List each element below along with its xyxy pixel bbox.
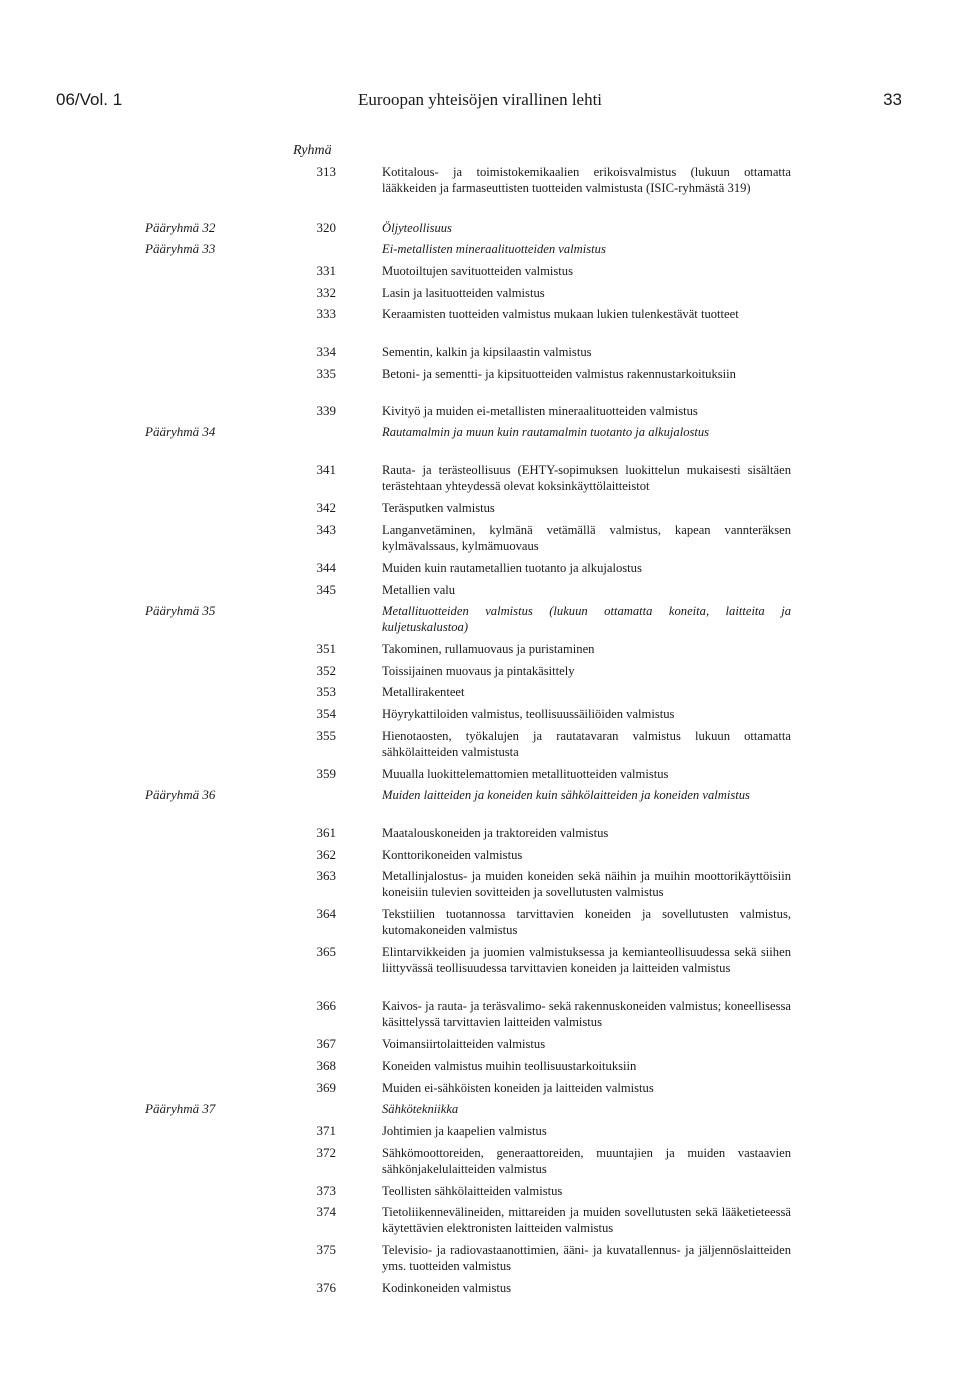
group-description: Betoni- ja sementti- ja kipsituotteiden valmistus rakennustarkoituksiin	[382, 367, 736, 381]
group-description: Muotoiltujen savituotteiden valmistus	[382, 264, 573, 278]
group-description: Metallinjalostus- ja muiden koneiden sekä näihin ja muihin moottorikäyttöisiin koneisiin tulevien sovitteiden ja sovellutusten valmistus	[382, 869, 791, 899]
group-code: 355	[316, 728, 336, 743]
group-code: 352	[316, 663, 336, 678]
group-description: Koneiden valmistus muihin teollisuustarkoituksiin	[382, 1059, 637, 1073]
group-description: Maatalouskoneiden ja traktoreiden valmistus	[382, 826, 609, 840]
group-description: Teräsputken valmistus	[382, 501, 495, 515]
journal-title: Euroopan yhteisöjen virallinen lehti	[357, 90, 603, 109]
main-group-label: Pääryhmä 37	[145, 1101, 216, 1116]
group-code: 374	[316, 1204, 336, 1219]
group-code: 372	[316, 1145, 336, 1160]
group-code: 368	[316, 1058, 336, 1073]
group-code: 344	[316, 560, 336, 575]
group-code: 354	[316, 706, 336, 721]
group-description: Sähkötekniikka	[382, 1102, 459, 1116]
group-description: Muualla luokittelemattomien metallituotteiden valmistus	[382, 767, 669, 781]
group-code: 351	[316, 641, 336, 656]
group-code: 334	[316, 344, 336, 359]
group-description: Sähkömoottoreiden, generaattoreiden, muuntajien ja muiden vastaavien sähkönjakelulaitteiden valmistus	[382, 1146, 791, 1176]
group-code: 339	[316, 403, 336, 418]
group-description: Höyrykattiloiden valmistus, teollisuussäiliöiden valmistus	[382, 707, 675, 721]
group-description: Lasin ja lasituotteiden valmistus	[382, 286, 545, 300]
main-group-label: Pääryhmä 36	[145, 787, 216, 802]
group-description: Metallien valu	[382, 583, 456, 597]
group-code: 313	[316, 164, 336, 179]
group-description: Takominen, rullamuovaus ja puristaminen	[382, 642, 595, 656]
group-description: Metallirakenteet	[382, 685, 465, 699]
group-code: 363	[316, 868, 336, 883]
group-code: 331	[316, 263, 336, 278]
group-code: 342	[316, 500, 336, 515]
group-description: Tietoliikennevälineiden, mittareiden ja muiden sovellutusten sekä lääketieteessä käytettävien elektronisten laitteiden valmistus	[382, 1205, 791, 1235]
group-code: 361	[316, 825, 336, 840]
group-description: Toissijainen muovaus ja pintakäsittely	[382, 664, 575, 678]
group-code: 333	[316, 306, 336, 321]
journal-issue: 06/Vol. 1	[56, 90, 123, 109]
page-number: 33	[883, 90, 902, 109]
group-code: 335	[316, 366, 336, 381]
group-description: Kodinkoneiden valmistus	[382, 1281, 512, 1295]
main-group-label: Pääryhmä 33	[145, 241, 216, 256]
column-header-ryhma: Ryhmä	[293, 143, 332, 158]
group-code: 369	[316, 1080, 336, 1095]
group-code: 320	[316, 220, 336, 235]
group-description: Konttorikoneiden valmistus	[382, 848, 523, 862]
group-code: 376	[316, 1280, 336, 1295]
group-description: Kotitalous- ja toimistokemikaalien erikoisvalmistus (lukuun ottamatta lääkkeiden ja farmaseuttisten tuotteiden valmistusta (ISIC-ryhmästä 319)	[382, 165, 791, 195]
group-description: Rautamalmin ja muun kuin rautamalmin tuotanto ja alkujalostus	[382, 425, 710, 439]
group-code: 353	[316, 684, 336, 699]
group-code: 343	[316, 522, 336, 537]
group-description: Keraamisten tuotteiden valmistus mukaan lukien tulenkestävät tuotteet	[382, 307, 739, 321]
group-description: Muiden ei-sähköisten koneiden ja laitteiden valmistus	[382, 1081, 654, 1095]
group-code: 366	[316, 998, 336, 1013]
group-description: Voimansiirtolaitteiden valmistus	[382, 1037, 546, 1051]
group-description: Muiden laitteiden ja koneiden kuin sähkölaitteiden ja koneiden valmistus	[382, 788, 750, 802]
group-description: Öljyteollisuus	[382, 221, 452, 235]
group-code: 345	[316, 582, 336, 597]
group-description: Johtimien ja kaapelien valmistus	[382, 1124, 547, 1138]
group-description: Hienotaosten, työkalujen ja rautatavaran valmistus lukuun ottamatta sähkölaitteiden valmistusta	[382, 729, 791, 759]
group-code: 375	[316, 1242, 336, 1257]
group-description: Metallituotteiden valmistus (lukuun ottamatta koneita, laitteita ja kuljetuskalustoa)	[382, 604, 791, 634]
group-description: Tekstiilien tuotannossa tarvittavien koneiden ja sovellutusten valmistus, kutomakoneiden valmistus	[382, 907, 791, 937]
group-code: 373	[316, 1183, 336, 1198]
group-code: 364	[316, 906, 336, 921]
main-group-label: Pääryhmä 34	[145, 424, 216, 439]
group-description: Sementin, kalkin ja kipsilaastin valmistus	[382, 345, 592, 359]
group-description: Ei-metallisten mineraalituotteiden valmistus	[382, 242, 606, 256]
group-description: Elintarvikkeiden ja juomien valmistuksessa ja kemianteollisuudessa sekä siihen liittyvässä teollisuudessa tarvittavien koneiden ja laitteiden valmistus	[382, 945, 791, 975]
group-code: 362	[316, 847, 336, 862]
group-code: 367	[316, 1036, 336, 1051]
main-group-label: Pääryhmä 32	[145, 220, 216, 235]
group-code: 371	[316, 1123, 336, 1138]
main-group-label: Pääryhmä 35	[145, 603, 216, 618]
group-code: 359	[316, 766, 336, 781]
group-description: Kaivos- ja rauta- ja teräsvalimo- sekä rakennuskoneiden valmistus; koneellisessa käsittelyssä tarvittavien laitteiden valmistus	[382, 999, 791, 1029]
group-description: Langanvetäminen, kylmänä vetämällä valmistus, kapean vannteräksen kylmävalssaus, kylmämuovaus	[382, 523, 791, 553]
group-code: 341	[316, 462, 336, 477]
group-code: 365	[316, 944, 336, 959]
group-description: Televisio- ja radiovastaanottimien, ääni- ja kuvatallennus- ja jäljennöslaitteiden yms. tuotteiden valmistus	[382, 1243, 791, 1273]
group-code: 332	[316, 285, 336, 300]
group-description: Muiden kuin rautametallien tuotanto ja alkujalostus	[382, 561, 642, 575]
group-description: Kivityö ja muiden ei-metallisten mineraalituotteiden valmistus	[382, 404, 698, 418]
group-description: Rauta- ja terästeollisuus (EHTY-sopimuksen luokittelun mukaisesti sisältäen terästehtaan yhteydessä olevat koksinkäyttölaitteistot	[382, 463, 791, 493]
group-description: Teollisten sähkölaitteiden valmistus	[382, 1184, 563, 1198]
